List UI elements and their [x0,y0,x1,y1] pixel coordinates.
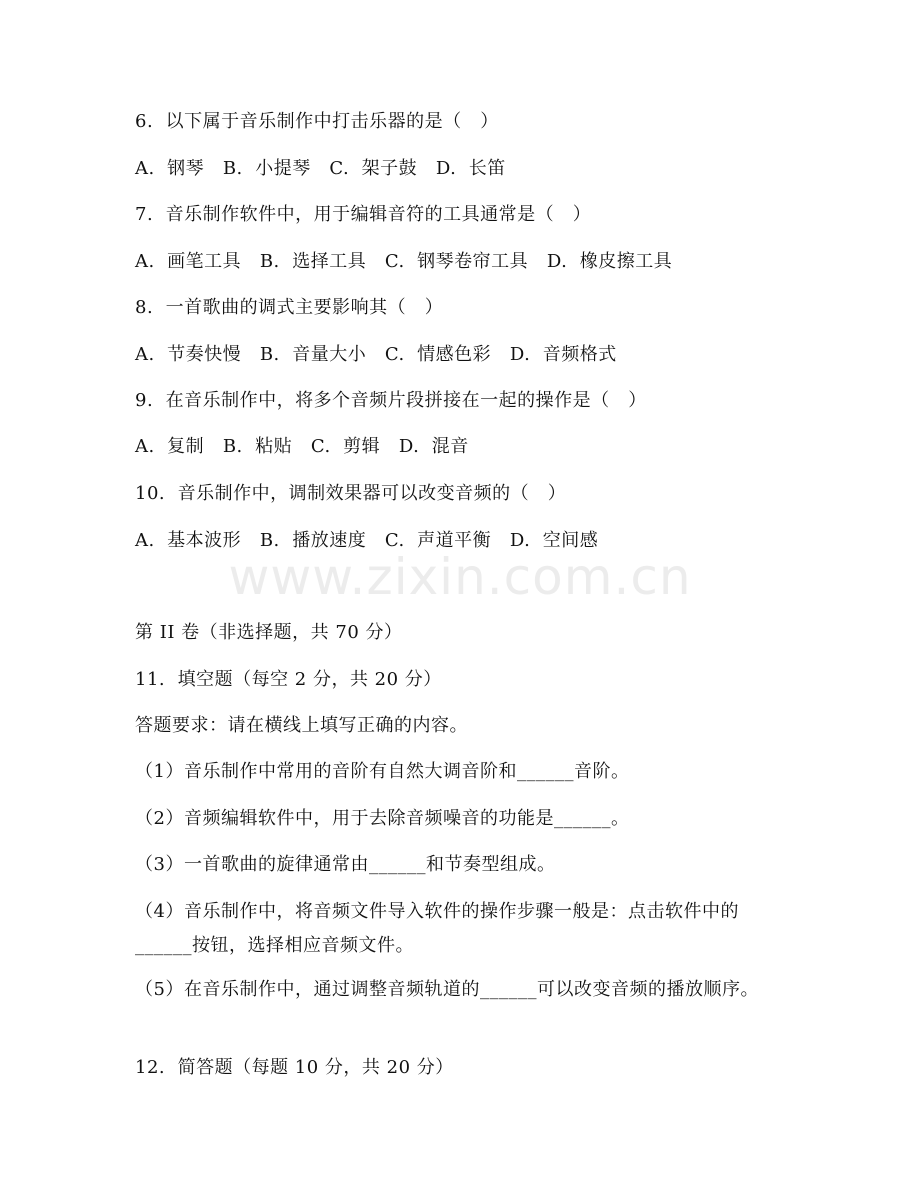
question-10-stem: 10. 音乐制作中，调制效果器可以改变音频的（ ） [135,483,567,504]
fill-blank-item-3: （3）一首歌曲的旋律通常由______和节奏型组成。 [135,854,556,875]
question-6-stem: 6. 以下属于音乐制作中打击乐器的是（ ） [135,111,499,132]
question-7-stem: 7. 音乐制作软件中，用于编辑音符的工具通常是（ ） [135,204,592,225]
question-11-requirement: 答题要求：请在横线上填写正确的内容。 [135,715,468,736]
question-6-options: A. 钢琴 B. 小提琴 C. 架子鼓 D. 长笛 [135,158,506,179]
question-8-options: A. 节奏快慢 B. 音量大小 C. 情感色彩 D. 音频格式 [135,344,617,365]
question-12-heading: 12. 简答题（每题 10 分，共 20 分） [135,1057,454,1078]
question-11-heading: 11. 填空题（每空 2 分，共 20 分） [135,669,442,690]
question-10-options: A. 基本波形 B. 播放速度 C. 声道平衡 D. 空间感 [135,530,599,551]
question-7-options: A. 画笔工具 B. 选择工具 C. 钢琴卷帘工具 D. 橡皮擦工具 [135,251,673,272]
question-8-stem: 8. 一首歌曲的调式主要影响其（ ） [135,297,444,318]
fill-blank-item-4: （4）音乐制作中，将音频文件导入软件的操作步骤一般是：点击软件中的______按钮，选择相应音频文件。 [135,901,739,956]
question-9-options: A. 复制 B. 粘贴 C. 剪辑 D. 混音 [135,436,469,457]
section-2-title: 第 II 卷（非选择题，共 70 分） [135,622,403,643]
fill-blank-item-1: （1）音乐制作中常用的音阶有自然大调音阶和______音阶。 [135,761,630,782]
watermark: www.zixin.com.cn [228,548,692,606]
fill-blank-item-5: （5）在音乐制作中，通过调整音频轨道的______可以改变音频的播放顺序。 [135,979,759,1000]
fill-blank-item-2: （2）音频编辑软件中，用于去除音频噪音的功能是______。 [135,808,630,829]
question-9-stem: 9. 在音乐制作中，将多个音频片段拼接在一起的操作是（ ） [135,390,647,411]
